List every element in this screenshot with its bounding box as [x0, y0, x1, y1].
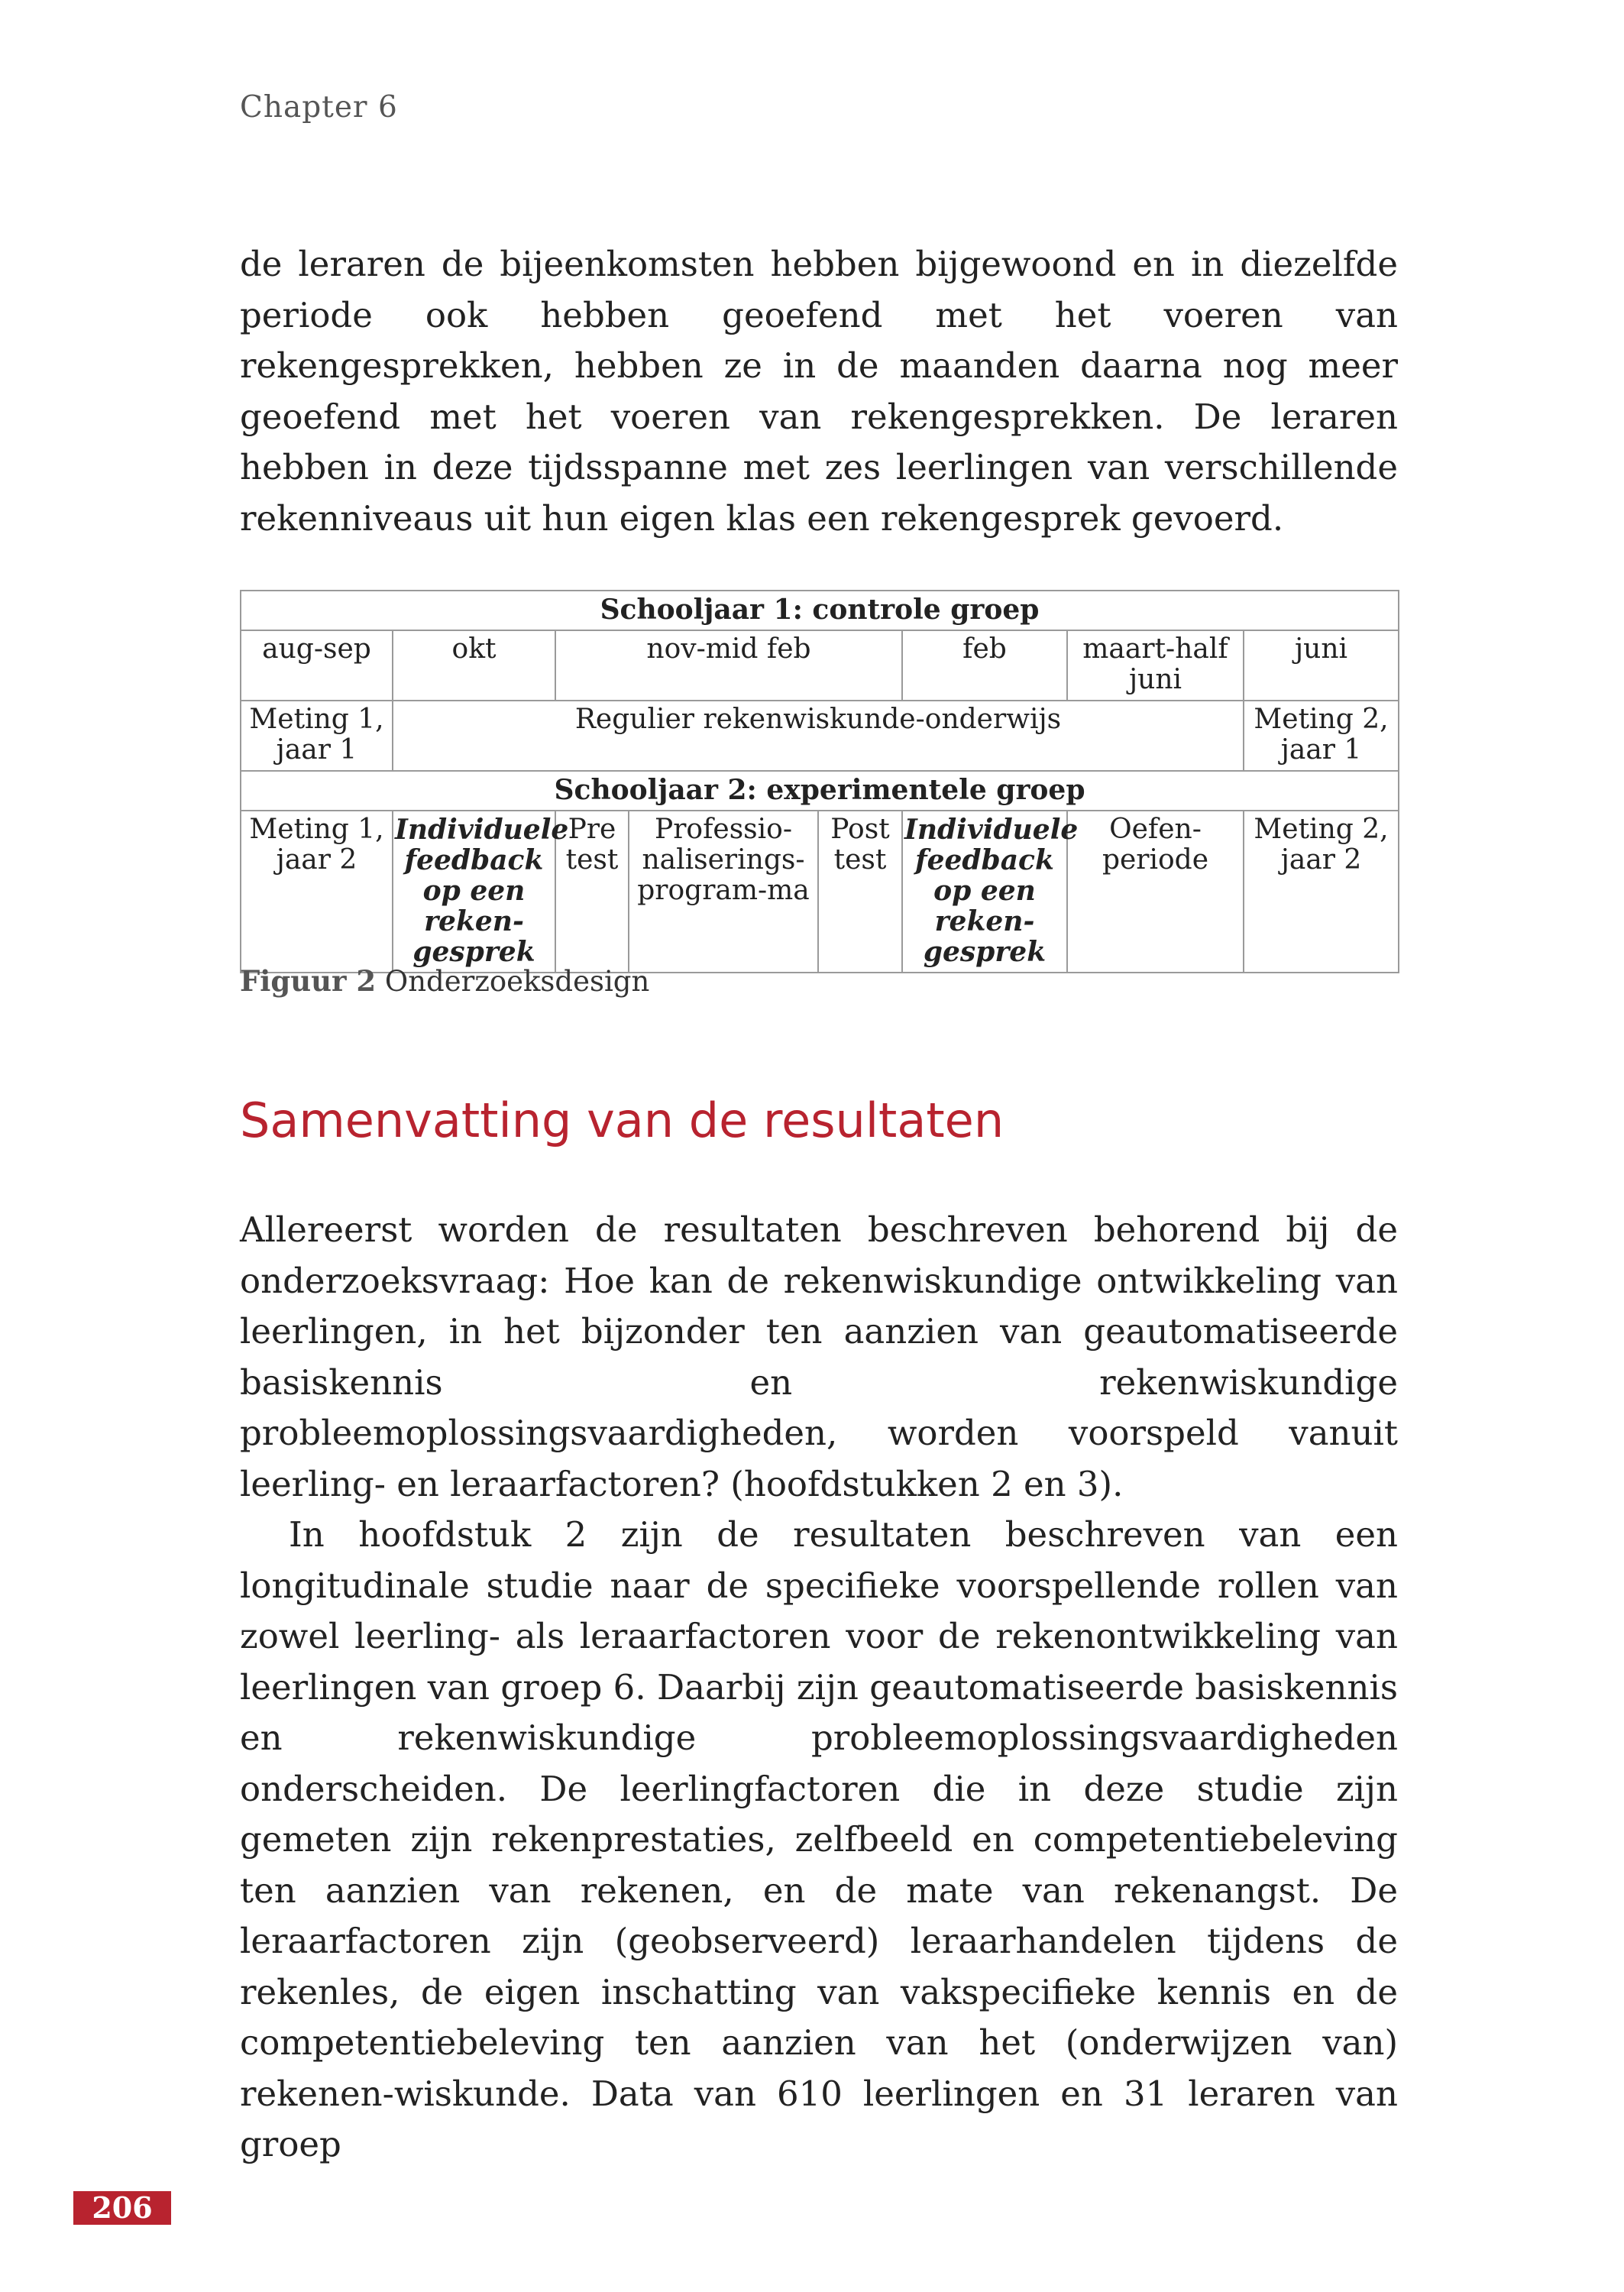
results-paragraph-2: In hoofdstuk 2 zijn de resultaten beschreven van een longitudinale studie naar de specifieke voorspellende rollen van zowel leerling- als leraarfactoren voor de rekenontwikkeling van leerlingen van groep 6. Daarbij zijn geautomatiseerde basiskennis en rekenwiskundige probleemoplossingsvaardigheden onderscheiden. De leerlingfactoren die in deze studie zijn gemeten zijn rekenprestaties, zelfbeeld en competentiebeleving ten aanzien van rekenen, en de mate van rekenangst. De leraarfactoren zijn (geobserveerd) leraarhandelen tijdens de rekenles, de eigen inschatting van vakspecifieke kennis en de competentiebeleving ten aanzien van het (onderwijzen van) rekenen-wiskunde. Data van 610 leerlingen en 31 leraren van groep — [240, 1514, 1398, 2164]
period-cell: juni — [1244, 630, 1399, 701]
year2-title: Schooljaar 2: experimentele groep — [241, 771, 1399, 811]
intro-paragraph: de leraren de bijeenkomsten hebben bijgewoond en in diezelfde periode ook hebben geoefend met het voeren van rekengesprekken, hebben ze in de maanden daarna nog meer geoefend met het voeren van rekengesprekken. De leraren hebben in deze tijdsspanne met zes leerlingen van verschillende rekenniveaus uit hun eigen klas een rekengesprek gevoerd. — [240, 244, 1398, 539]
activity-cell: Meting 2, jaar 1 — [1244, 701, 1399, 771]
year1-activity-row — [241, 701, 1399, 771]
figure-caption — [240, 964, 649, 998]
period-cell: aug-sep — [241, 630, 393, 701]
page-number-badge: 206 — [73, 2191, 171, 2225]
year2-activity-row — [241, 811, 1399, 973]
period-cell: feb — [902, 630, 1067, 701]
results-text-block — [240, 1205, 1398, 2171]
activity-cell: Professio-naliserings-program-ma — [629, 811, 818, 973]
activity-cell: Pre test — [555, 811, 629, 973]
section-title: Samenvatting van de resultaten — [240, 1093, 1004, 1148]
research-design-table — [240, 590, 1399, 973]
results-paragraph-1: Allereerst worden de resultaten beschreven behorend bij de onderzoeksvraag: Hoe kan de rekenwiskundige ontwikkeling van leerlingen, in het bijzonder ten aanzien van geautomatiseerde basiskennis en rekenwiskundige probleemoplossingsvaardigheden, worden voorspeld vanuit leerling- en leraarfactoren? (hoofdstukken 2 en 3). — [240, 1209, 1398, 1504]
activity-cell: Regulier rekenwiskunde-onderwijs — [393, 701, 1244, 771]
activity-cell: Meting 2, jaar 2 — [1244, 811, 1399, 973]
activity-cell: Meting 1, jaar 2 — [241, 811, 393, 973]
year1-period-row — [241, 630, 1399, 701]
year1-title: Schooljaar 1: controle groep — [241, 591, 1399, 630]
intro-text-block — [240, 239, 1398, 544]
period-cell: nov-mid feb — [555, 630, 902, 701]
activity-cell: Individuele feedback op een reken-gesprek — [393, 811, 555, 973]
running-head: Chapter 6 — [240, 90, 398, 125]
activity-cell: Individuele feedback op een reken-gesprek — [902, 811, 1067, 973]
activity-cell: Meting 1, jaar 1 — [241, 701, 393, 771]
activity-cell: Oefen-periode — [1067, 811, 1244, 973]
period-cell: maart-half juni — [1067, 630, 1244, 701]
caption-label: Figuur 2 — [240, 964, 377, 998]
year2-title-row — [241, 771, 1399, 811]
year1-title-row — [241, 591, 1399, 630]
activity-cell: Post test — [818, 811, 902, 973]
period-cell: okt — [393, 630, 555, 701]
caption-text: Onderzoeksdesign — [384, 965, 650, 998]
